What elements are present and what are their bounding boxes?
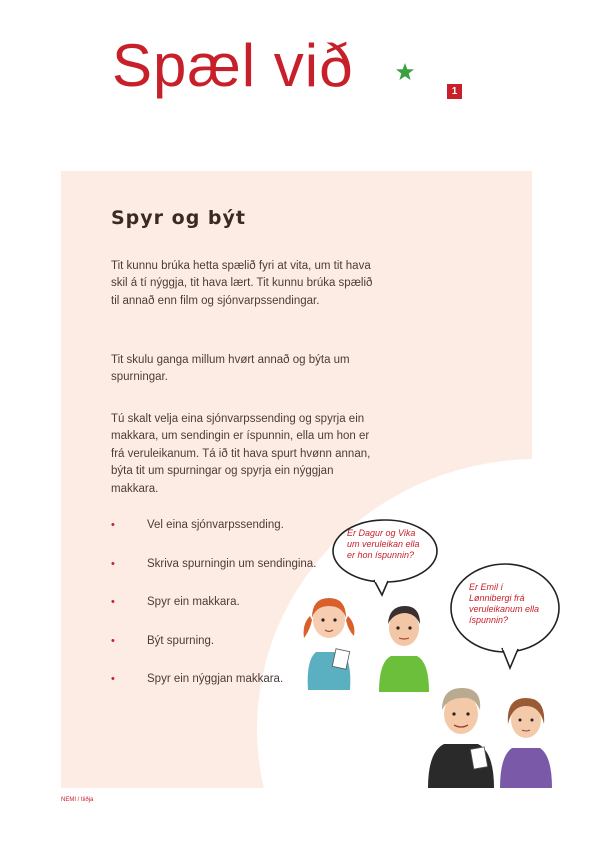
speech-bubble-left-text: Er Dagur og Vika um veruleikan ella er hon íspunnin? [347, 528, 420, 560]
bullet-icon: • [111, 519, 115, 531]
girl-illustration [298, 590, 360, 690]
bullet-icon: • [111, 673, 115, 685]
page-number-badge: 1 [447, 84, 462, 99]
star-icon [395, 62, 415, 82]
bullet-icon: • [111, 596, 115, 608]
bullet-icon: • [111, 557, 115, 570]
boy-green-illustration [373, 600, 435, 692]
page-title: Spæl við [112, 32, 354, 99]
section-heading: Spyr og být [111, 207, 246, 229]
paragraph-intro: Tit kunnu brúka hetta spælið fyri at vita, um tit hava skil á tí nýggja, tit hava lært. Tit kunnu brúka spælið til annað enn film og sjónvarpssendingar. [111, 260, 373, 307]
footer-text: NEMI / tiiðja [61, 797, 94, 803]
speech-bubble-right-text: Er Emil í Lønnibergi frá veruleikanum ella íspunnin? [469, 582, 540, 625]
paragraph-instructions: Tú skalt velja eina sjónvarpssending og spyrja ein makkara, um sendingin er íspunnin, ella um hon er frá veruleikanum. Tá ið tit hava spurt hvønn annan, býta tit um spurningar og spyrja ein nýggjan makkara. [111, 413, 371, 495]
girl-purple-illustration [494, 690, 558, 788]
paragraph-walk: Tit skulu ganga millum hvørt annað og býta um spurningar. [111, 354, 350, 384]
boy-dark-illustration [424, 680, 498, 788]
bullet-icon: • [111, 634, 115, 647]
